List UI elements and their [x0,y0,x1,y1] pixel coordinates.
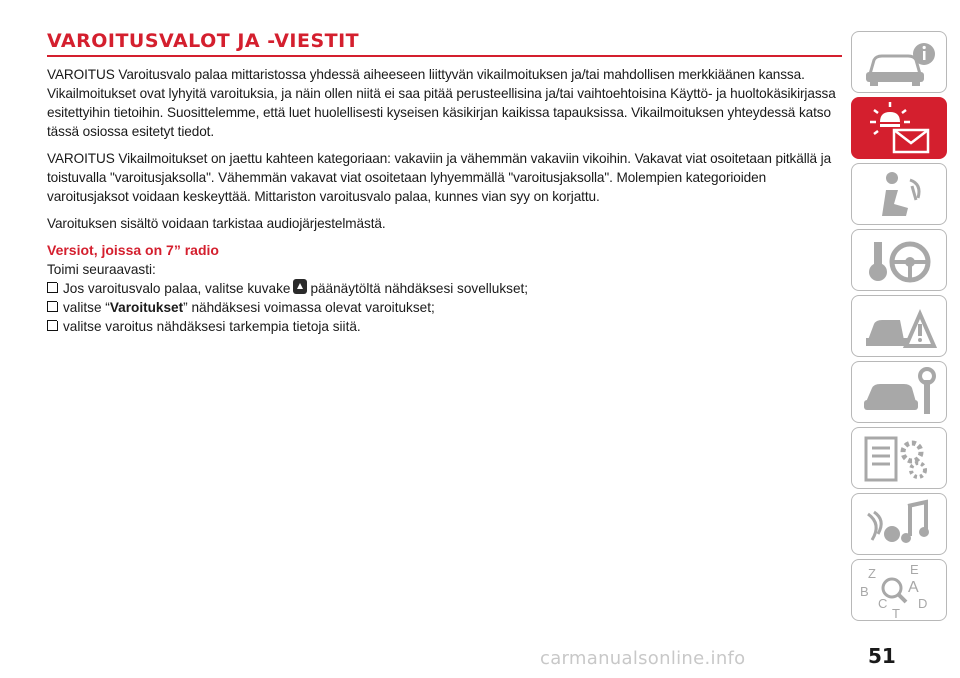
step-3 [47,317,842,336]
index-letter-c: C [878,596,888,611]
airbag-person-icon [852,164,948,226]
tab-index[interactable] [851,559,947,621]
index-letter-t: T [892,606,900,621]
step-2-keyword: Varoitukset [109,300,184,315]
tab-multimedia[interactable] [851,493,947,555]
index-letter-b: B [860,584,869,599]
tab-emergency[interactable] [851,295,947,357]
paragraph-warning-1: VAROITUS Varoitusvalo palaa mittaristossa yhdessä aiheeseen liittyvän vikailmoituksen ja/tai mahdollisen merkkiäänen kanssa. Vikailmoitukset ovat lyhyitä varoituksia, ja näin ollen niitä ei saa pitää perusteellisina ja/tai vaihtoehtoisina Käyttö- ja huoltokäsikirjassa esitettyihin tietoihin. Suosittelemme, että luet huolellisesti kyseisen käsikirjan kaikissa tapauksissa. Vikailmoituksen yhteydessä katso tässä osiossa esitetyt tiedot. [47,67,836,139]
tab-car-info[interactable] [851,31,947,93]
step-2-text-after: ” nähdäksesi voimassa olevat varoitukset; [183,300,435,315]
checkbox-bullet-icon [47,320,58,331]
tab-technical-data[interactable] [851,427,947,489]
app-launcher-icon [293,279,307,294]
step-1-text-after: päänäytöltä nähdäksesi sovellukset; [310,281,529,296]
warning-light-envelope-icon [852,98,948,160]
main-content [47,30,842,336]
multimedia-music-icon [852,494,948,556]
car-accident-warning-icon [852,296,948,358]
page-title: VAROITUSVALOT JA -VIESTIT [47,30,842,57]
paragraph-audio: Varoituksen sisältö voidaan tarkistaa audiojärjestelmästä. [47,216,386,231]
tab-warning-lights[interactable] [851,97,947,159]
chapter-tabs-sidebar [851,31,949,625]
index-letter-d: D [918,596,928,611]
tab-maintenance[interactable] [851,361,947,423]
checkbox-bullet-icon [47,282,58,293]
car-info-icon [852,32,948,94]
checkbox-bullet-icon [47,301,58,312]
page-number: 51 [868,644,896,668]
index-letter-z: Z [868,566,876,581]
index-letter-a: A [908,579,919,596]
paragraph-warning-2: VAROITUS Vikailmoitukset on jaettu kahteen kategoriaan: vakaviin ja vähemmän vakaviin vikoihin. Vakavat viat osoitetaan pitkällä ja toistuvalla "varoitusjaksolla". Vähemmän vakavat viat osoitetaan lyhyemmällä "varoitusjaksolla". Molempien kategorioiden varoitusjaksot voidaan keskeyttää. Mittariston varoitusvalo palaa, kunnes vian syy on korjattu. [47,151,832,204]
tab-starting-driving[interactable] [851,229,947,291]
step-1-text-before: Jos varoitusvalo palaa, valitse kuvake [63,281,291,296]
step-3-text: valitse varoitus nähdäksesi tarkempia tietoja siitä. [63,319,361,334]
step-2 [47,298,842,317]
step-2-text-before: valitse “ [63,300,110,315]
alphabetical-index-icon [852,560,948,622]
instructions-intro: Toimi seuraavasti: [47,262,156,277]
spec-sheet-gears-icon [852,428,948,490]
index-letter-e: E [910,562,919,577]
key-steering-wheel-icon [852,230,948,292]
watermark: carmanualsonline.info [540,648,746,669]
tab-safety[interactable] [851,163,947,225]
car-wrench-icon [852,362,948,424]
section-subheading: Versiot, joissa on 7” radio [47,242,219,258]
step-1 [47,279,842,298]
